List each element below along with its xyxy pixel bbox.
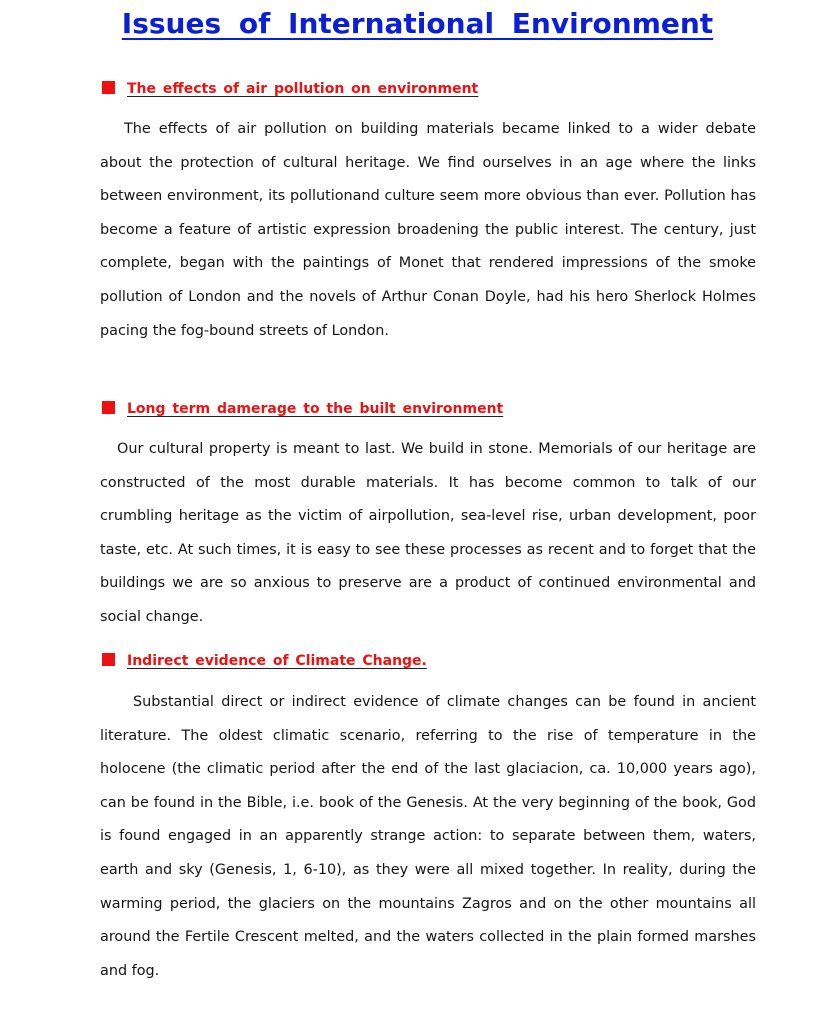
section-paragraph-built-environment: Our cultural property is meant to last. We build in stone. Memorials of our heritage are constructed of the most durable materials. It has become common to talk of our crumbling heritage as the victim of airpollution, sea-level rise, urban development, poor taste, etc. At such times, it is easy to see these processes as recent and to forget that the buildings we are so anxious to preserve are a product of continued environmental and social change. — [100, 441, 756, 625]
section-heading-text: Long term damerage to the built environment — [127, 401, 504, 417]
section-heading-text: Indirect evidence of Climate Change. — [127, 653, 427, 669]
section-heading-air-pollution — [102, 79, 478, 99]
section-paragraph-climate-change: Substantial direct or indirect evidence of climate changes can be found in ancient literature. The oldest climatic scenario, referring to the rise of temperature in the holocene (the climatic period after the end of the last glaciacion, ca. 10,000 years ago), can be found in the Bible, i.e. book of the Genesis. At the very beginning of the book, God is found engaged in an apparently strange action: to separate between them, waters, earth and sky (Genesis, 1, 6-10), as they were all mixed together. In reality, during the warming period, the glaciers on the mountains Zagros and on the other mountains all around the Fertile Crescent melted, and the waters collected in the plain formed marshes and fog. — [100, 694, 756, 979]
red-square-bullet-icon — [102, 81, 115, 94]
red-square-bullet-icon — [102, 401, 115, 414]
section-heading-text: The effects of air pollution on environment — [127, 81, 479, 97]
section-paragraph-air-pollution: The effects of air pollution on building materials became linked to a wider debate about the protection of cultural heritage. We find ourselves in an age where the links between environment, its pollutionand culture seem more obvious than ever. Pollution has become a feature of artistic expression broadening the public interest. The century, just complete, began with the paintings of Monet that rendered impressions of the smoke pollution of London and the novels of Arthur Conan Doyle, had his hero Sherlock Holmes pacing the fog-bound streets of London. — [100, 121, 756, 339]
document-title: Issues of International Environment — [121, 7, 714, 40]
red-square-bullet-icon — [102, 653, 115, 666]
section-heading-climate-change — [102, 651, 427, 671]
section-heading-built-environment — [102, 399, 503, 419]
